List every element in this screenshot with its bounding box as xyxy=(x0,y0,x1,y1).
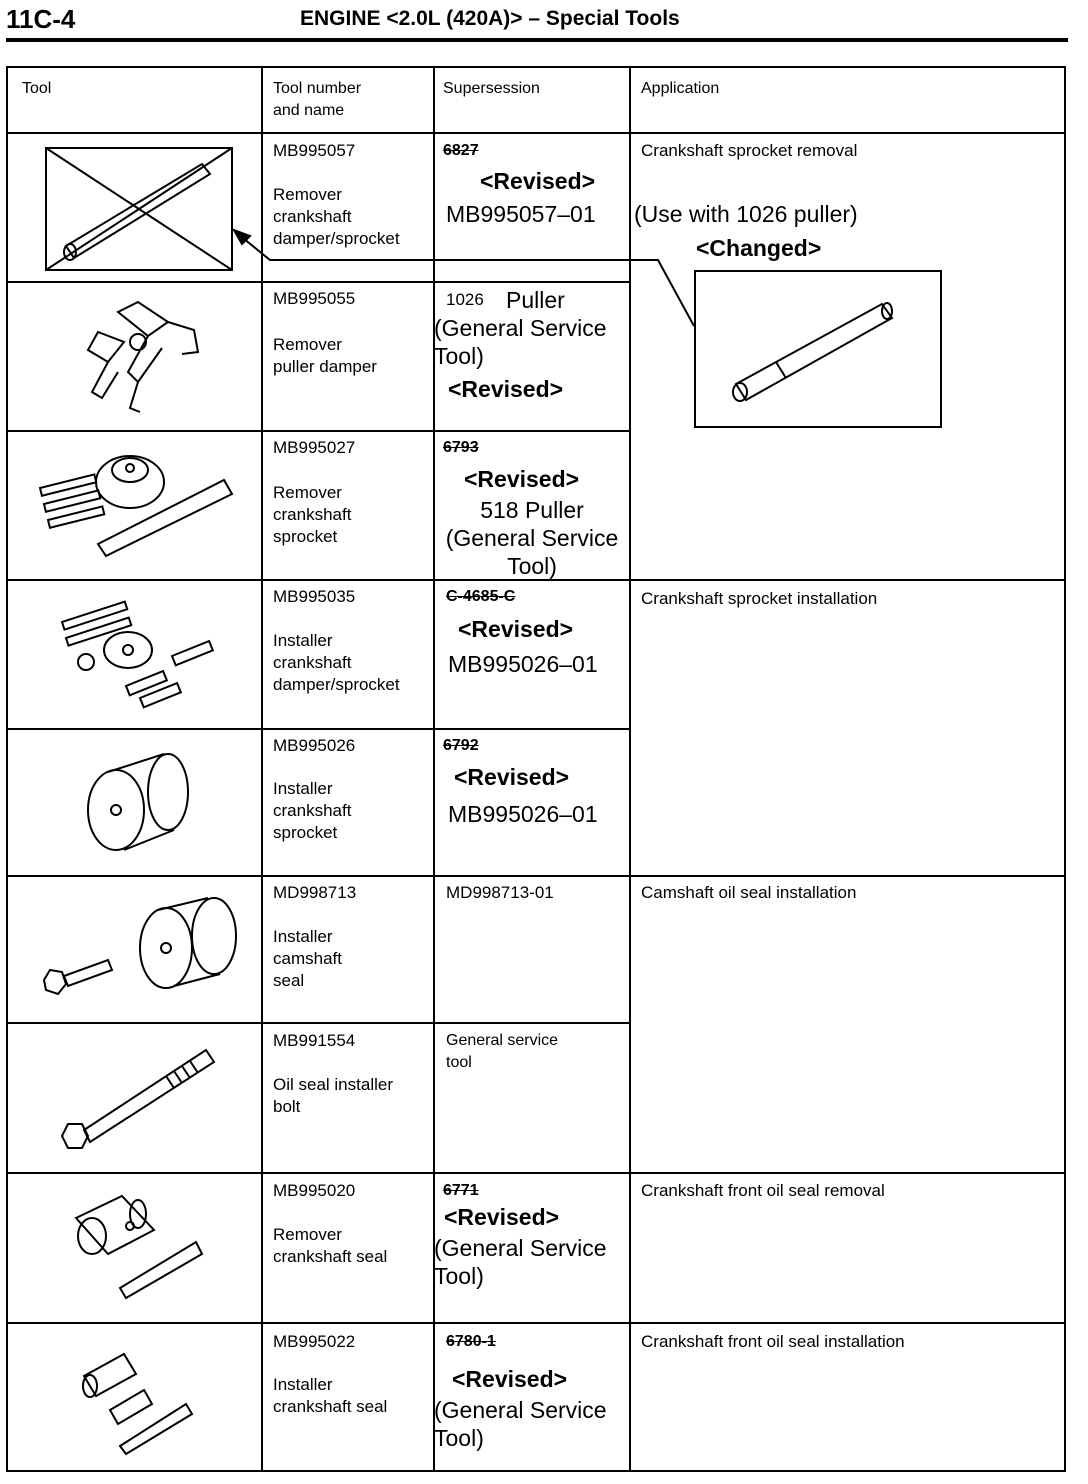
revised-label: <Revised> xyxy=(480,168,596,194)
col-header-supersession: Supersession xyxy=(443,80,540,97)
seal-installer-illustration xyxy=(80,1346,200,1456)
tool-number: MB995055 xyxy=(273,289,356,308)
revised-label: <Revised> xyxy=(458,616,574,642)
supersession-value: MB995057–01 xyxy=(446,201,596,227)
application-text: Crankshaft sprocket removal xyxy=(641,141,858,160)
tool-name: Installer crankshaft seal xyxy=(273,1375,388,1416)
header-divider xyxy=(6,132,1066,134)
changed-tool-illustration xyxy=(726,296,916,406)
tool-name: Remover puller damper xyxy=(273,335,377,376)
supersession-word: Puller xyxy=(506,287,565,313)
page-title: ENGINE <2.0L (420A)> – Special Tools xyxy=(300,7,680,30)
old-tool-number: 6771 xyxy=(443,1182,479,1199)
tool-name: Installer crankshaft sprocket xyxy=(273,779,352,842)
changed-label: <Changed> xyxy=(696,235,822,261)
row-divider xyxy=(6,1322,1066,1324)
tool-number: MB995026 xyxy=(273,736,356,755)
col-header-tool: Tool xyxy=(22,80,52,97)
old-tool-number: 6780-1 xyxy=(446,1333,496,1350)
application-text: Crankshaft sprocket installation xyxy=(641,589,878,608)
old-tool-number: 6827 xyxy=(443,142,479,159)
application-text: Crankshaft front oil seal installation xyxy=(641,1332,905,1351)
old-tool-number: C-4685-C xyxy=(446,588,516,605)
row-divider xyxy=(6,728,631,730)
tool-number: MD998713 xyxy=(273,883,357,902)
supersession-value: MB995026–01 xyxy=(448,651,598,677)
revised-label: <Revised> xyxy=(452,1366,568,1392)
tool-number: MB995035 xyxy=(273,587,356,606)
revised-label: <Revised> xyxy=(454,764,570,790)
tool-number: MB995022 xyxy=(273,1332,356,1351)
revised-label: <Revised> xyxy=(444,1204,560,1230)
application-text: Camshaft oil seal installation xyxy=(641,883,857,902)
installer-kit-illustration xyxy=(56,598,226,712)
changed-tool-box xyxy=(694,270,942,428)
supersession-value: MD998713-01 xyxy=(446,883,554,902)
installer-bolt-illustration xyxy=(56,1040,222,1156)
old-tool-number: 6792 xyxy=(443,737,479,754)
supersession-value: General service tool xyxy=(446,1032,559,1071)
puller-illustration xyxy=(78,292,208,416)
crossed-out-tool-illustration xyxy=(44,146,236,272)
col-header-application: Application xyxy=(641,80,720,97)
usage-note: (Use with 1026 puller) xyxy=(634,201,858,227)
tool-name: Installer crankshaft damper/sprocket xyxy=(273,631,400,694)
application-text: Crankshaft front oil seal removal xyxy=(641,1181,885,1200)
seal-remover-illustration xyxy=(70,1192,220,1304)
supersession-value: (General Service Tool) xyxy=(434,1235,607,1289)
section-code: 11C-4 xyxy=(6,4,76,34)
tool-name: Remover crankshaft sprocket xyxy=(273,483,352,546)
revised-label: <Revised> xyxy=(448,376,564,402)
tool-name: Installer camshaft seal xyxy=(273,927,342,990)
supersession-value: MB995026–01 xyxy=(448,801,598,827)
tool-number: MB995057 xyxy=(273,141,356,160)
header-rule xyxy=(6,38,1068,42)
sprocket-puller-illustration xyxy=(36,448,236,558)
tool-number: MB995027 xyxy=(273,438,356,457)
tool-number: MB995020 xyxy=(273,1181,356,1200)
revised-label: <Revised> xyxy=(464,466,580,492)
sprocket-installer-illustration xyxy=(82,746,194,856)
tool-name: Oil seal installer bolt xyxy=(273,1075,393,1116)
tool-name: Remover crankshaft seal xyxy=(273,1225,388,1266)
supersession-value: (General Service Tool) xyxy=(434,1397,607,1451)
tool-number: MB991554 xyxy=(273,1031,356,1050)
supersession-value: 518 Puller (General Service Tool) xyxy=(445,497,619,579)
supersession-value: (General Service Tool) xyxy=(434,315,607,369)
col-header-tool-number: Tool number and name xyxy=(273,80,362,119)
row-divider xyxy=(6,875,1066,877)
camshaft-seal-installer-illustration xyxy=(40,890,246,1008)
tool-name: Remover crankshaft damper/sprocket xyxy=(273,185,400,248)
supersession-code: 1026 xyxy=(446,290,484,309)
row-divider xyxy=(6,1172,1066,1174)
row-divider xyxy=(6,430,631,432)
row-divider xyxy=(6,1022,631,1024)
old-tool-number: 6793 xyxy=(443,439,479,456)
